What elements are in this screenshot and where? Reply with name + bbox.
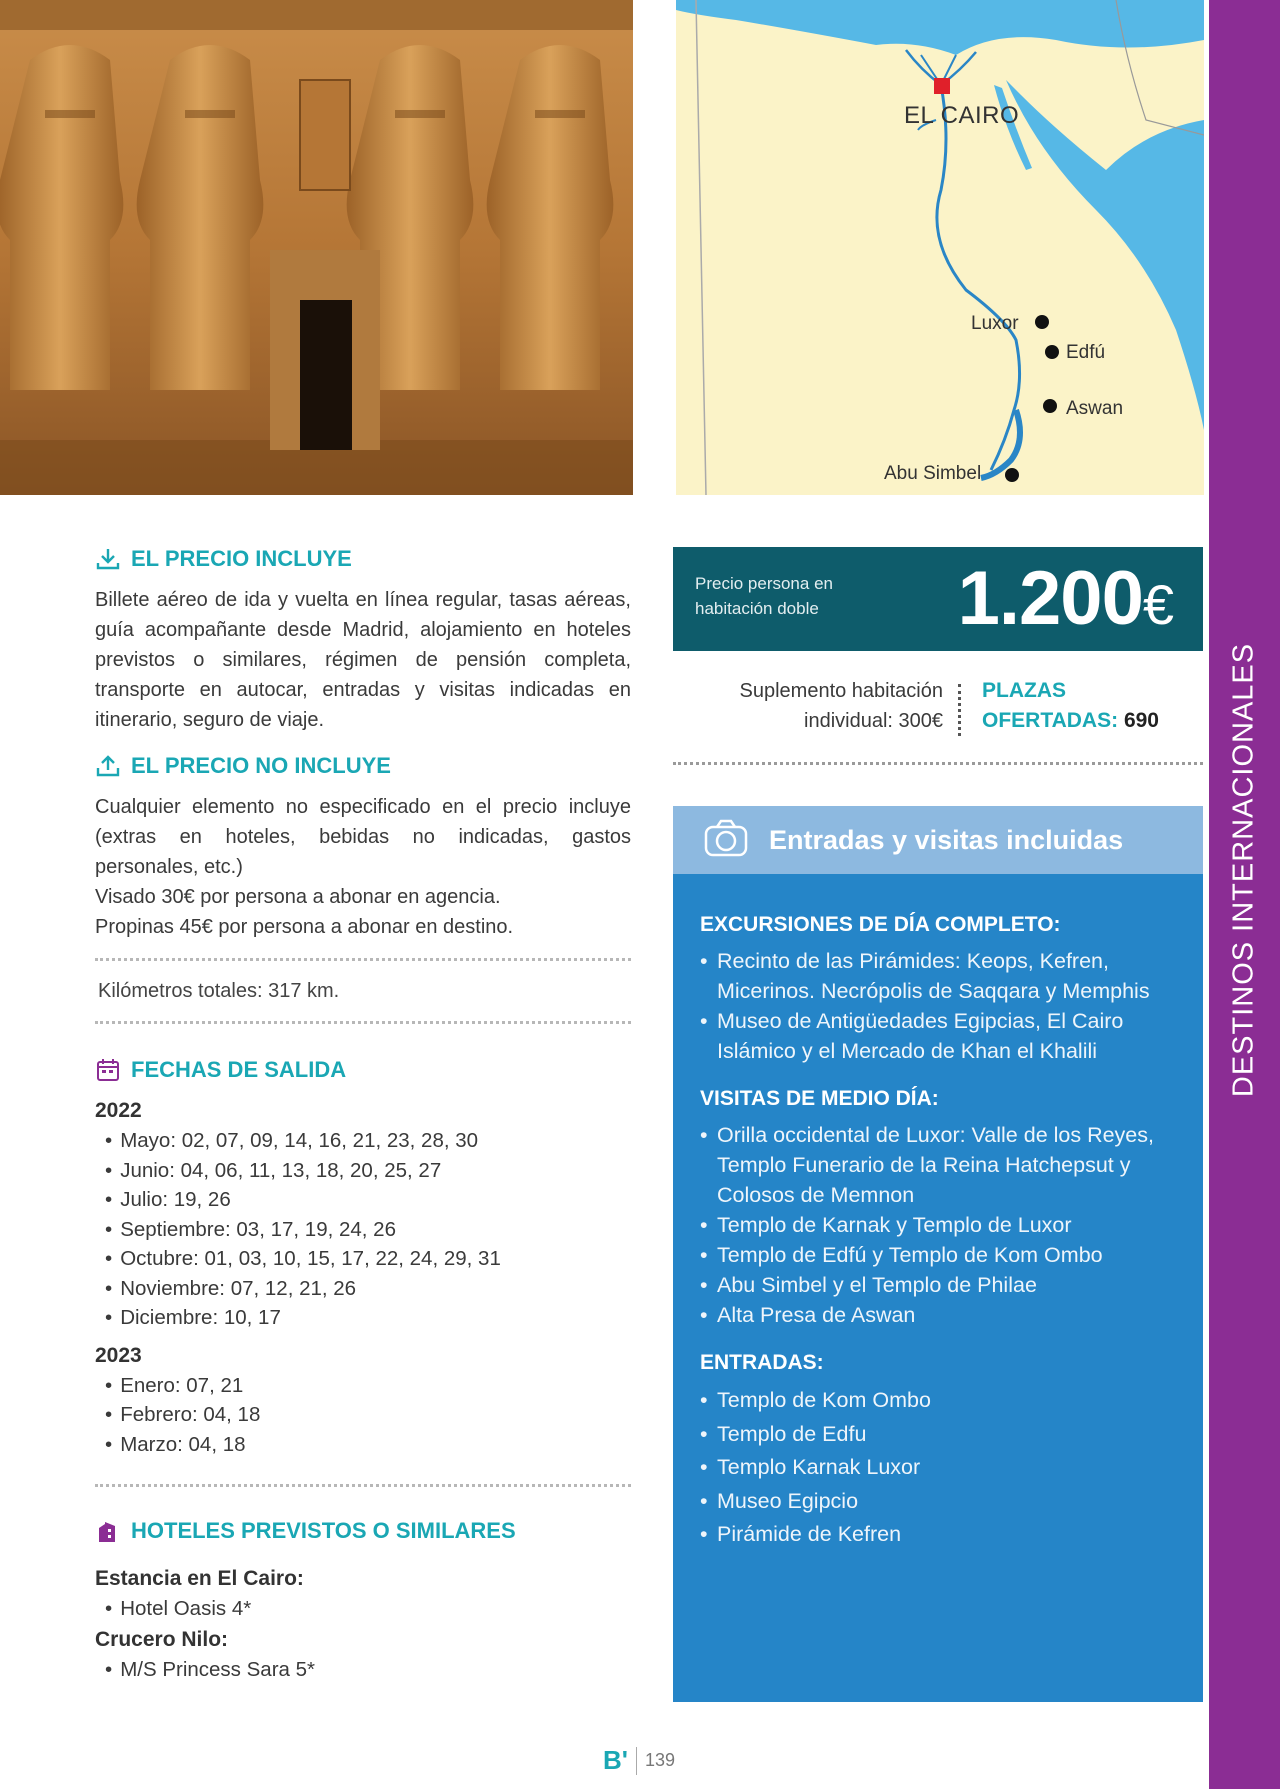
section-label: DESTINOS INTERNACIONALES [1227,642,1260,1098]
list-item: • Alta Presa de Aswan [700,1300,1180,1330]
camera-icon [703,818,749,863]
list-item: • Julio: 19, 26 [105,1185,631,1215]
list-item: • Marzo: 04, 18 [105,1430,631,1460]
cairo-hotels [95,1594,631,1624]
price-value [957,556,1173,645]
list-item: • Hotel Oasis 4* [105,1594,631,1624]
list-item: • Recinto de las Pirámides: Keops, Kefren, Micerinos. Necrópolis de Saqqara y Memphis [700,946,1180,1006]
footer-divider [636,1747,637,1775]
cruise-hotels [95,1655,631,1685]
dates-2023 [95,1371,631,1460]
list-item: • Orilla occidental de Luxor: Valle de los Reyes, Templo Funerario de la Reina Hatchepsut y Colosos de Memnon [700,1120,1180,1210]
year-2023: 2023 [95,1343,142,1367]
entries-list [700,1384,1180,1552]
download-icon [95,546,121,572]
divider [95,1484,631,1487]
price-excludes-heading [95,753,391,779]
hotel-icon [95,1518,121,1544]
list-item: • Diciembre: 10, 17 [105,1303,631,1333]
price-currency: € [1142,573,1173,636]
list-item: • Noviembre: 07, 12, 21, 26 [105,1274,631,1304]
egypt-map [676,0,1204,495]
list-item: • Templo Karnak Luxor [700,1451,1180,1485]
list-item: • Enero: 07, 21 [105,1371,631,1401]
abu-simbel-photo [0,0,633,495]
list-item: • Templo de Karnak y Templo de Luxor [700,1210,1180,1240]
offered-places [982,676,1159,736]
plazas-line1: PLAZAS [982,679,1066,702]
price-amount: 1.200 [957,556,1143,641]
entries-title: ENTRADAS: [700,1351,824,1374]
hotels-list [95,1563,631,1684]
price-includes-text: Billete aéreo de ida y vuelta en línea regular, tasas aéreas, guía acompañante desde Madrid, alojamiento en hoteles previstos o similares, régimen de pensión completa, transporte en autocar, entradas y visitas indicadas en itinerario, seguro de viaje. [95,589,631,731]
list-item: • Museo de Antigüedades Egipcias, El Cairo Islámico y el Mercado de Khan el Khalili [700,1006,1180,1066]
list-item: • Octubre: 01, 03, 10, 15, 17, 22, 24, 29, 31 [105,1244,631,1274]
list-item: • Mayo: 02, 07, 09, 14, 16, 21, 23, 28, 30 [105,1126,631,1156]
brand-logo: B' [603,1745,628,1775]
cairo-marker [934,78,950,94]
calendar-icon [95,1057,121,1083]
aswan-marker [1043,399,1057,413]
plazas-line2: OFERTADAS: [982,709,1119,732]
map-label-edfu: Edfú [1066,342,1106,363]
plazas-value: 690 [1123,709,1159,732]
visa-note: Visado 30€ por persona a abonar en agencia. [95,886,501,908]
list-item: • Templo de Edfú y Templo de Kom Ombo [700,1240,1180,1270]
total-km: Kilómetros totales: 317 km. [98,980,340,1002]
price-excludes-title: EL PRECIO NO INCLUYE [131,753,391,778]
price-caption: Precio persona en habitación doble [695,574,833,618]
list-item: • Abu Simbel y el Templo de Philae [700,1270,1180,1300]
temple-illustration [0,0,633,495]
price-includes-heading [95,546,352,572]
visits-header [673,806,1203,874]
year-2022: 2022 [95,1099,142,1122]
map-label-aswan: Aswan [1066,398,1124,419]
departures-heading [95,1057,346,1083]
list-item: • Templo de Edfu [700,1418,1180,1452]
single-supplement [673,676,943,736]
visits-title: Entradas y visitas incluidas [769,824,1124,855]
divider [95,958,631,961]
list-item: • Junio: 04, 06, 11, 13, 18, 20, 25, 27 [105,1156,631,1186]
map-label-abu-simbel: Abu Simbel [884,463,982,484]
price-excludes-block [95,792,631,942]
divider [95,1021,631,1024]
supplement-line1: Suplemento habitación [739,680,943,702]
hotels-heading [95,1518,516,1544]
abu-simbel-marker [1005,468,1019,482]
page-footer [603,1745,675,1776]
list-item: • Templo de Kom Ombo [700,1384,1180,1418]
half-day-list [700,1120,1180,1330]
upload-icon [95,753,121,779]
visits-panel [673,806,1203,1702]
departures-title: FECHAS DE SALIDA [131,1057,347,1082]
visits-body [700,910,1180,1570]
vertical-divider [958,684,961,736]
luxor-marker [1035,315,1049,329]
dates-2022 [95,1126,631,1333]
supplement-line2: individual: 300€ [804,710,943,732]
price-includes-title: EL PRECIO INCLUYE [131,546,352,571]
hotels-title: HOTELES PREVISTOS O SIMILARES [131,1518,516,1543]
list-item: • Pirámide de Kefren [700,1518,1180,1552]
full-day-title: EXCURSIONES DE DÍA COMPLETO: [700,913,1061,936]
list-item: • Septiembre: 03, 17, 19, 24, 26 [105,1215,631,1245]
map-label-cairo: EL CAIRO [904,102,1020,129]
list-item: • M/S Princess Sara 5* [105,1655,631,1685]
edfu-marker [1045,345,1059,359]
price-box [673,547,1203,651]
page-number: 139 [644,1750,676,1770]
list-item: • Febrero: 04, 18 [105,1400,631,1430]
map-label-luxor: Luxor [971,313,1019,334]
divider [673,762,1203,765]
list-item: • Museo Egipcio [700,1485,1180,1519]
full-day-list [700,946,1180,1066]
price-excludes-text: Cualquier elemento no especificado en el precio incluye (extras en hoteles, bebidas no indicadas, gastos personales, etc.) [95,796,631,878]
tips-note: Propinas 45€ por persona a abonar en destino. [95,916,514,938]
cruise-label: Crucero Nilo: [95,1627,229,1651]
cairo-stay-label: Estancia en El Cairo: [95,1567,304,1590]
half-day-title: VISITAS DE MEDIO DÍA: [700,1087,939,1110]
map-graphic [676,0,1204,495]
departures-list [95,1096,631,1459]
